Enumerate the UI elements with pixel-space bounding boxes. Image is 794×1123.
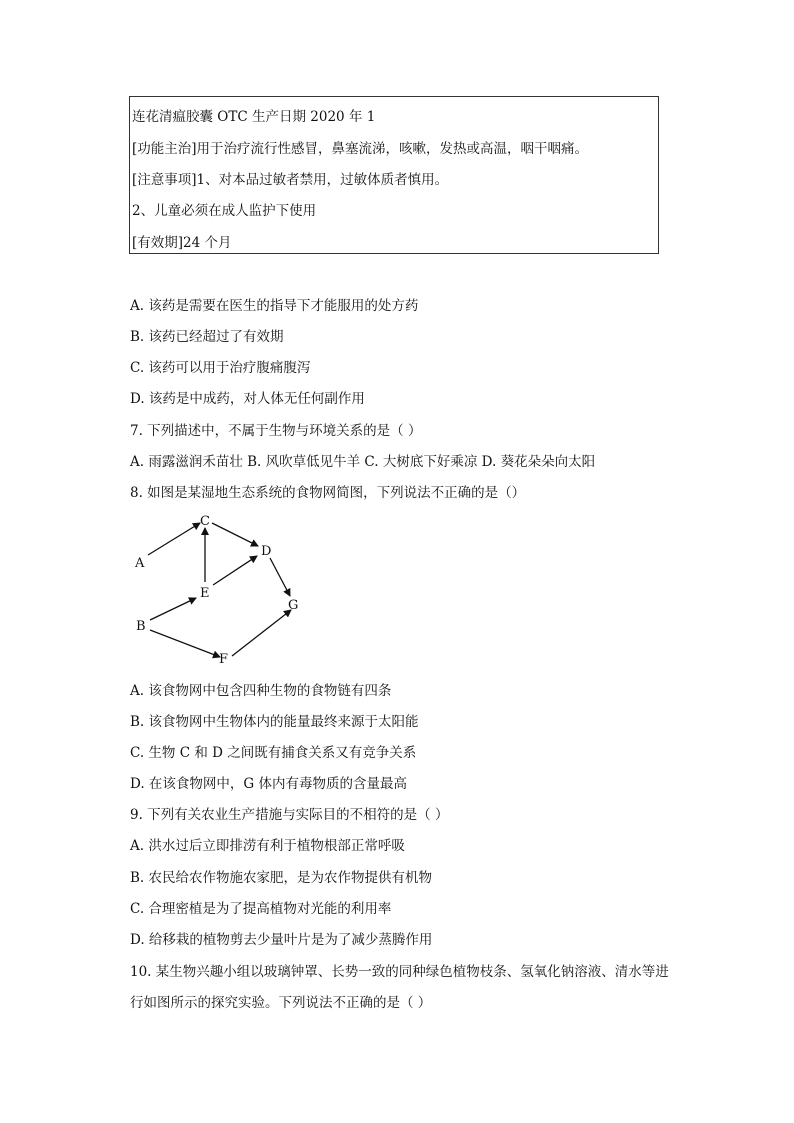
q9-stem: 9. 下列有关农业生产措施与实际目的不相符的是（ ） xyxy=(130,807,449,823)
q8-option-d: D. 在该食物网中，G 体内有毒物质的含量最高 xyxy=(130,776,407,792)
q6-option-a: A. 该药是需要在医生的指导下才能服用的处方药 xyxy=(130,298,419,314)
node-b: B xyxy=(136,619,146,634)
q8-option-b: B. 该食物网中生物体内的能量最终来源于太阳能 xyxy=(130,714,419,730)
label-line-children: 2、儿童必须在成人监护下使用 xyxy=(132,203,317,219)
q6-option-d: D. 该药是中成药，对人体无任何副作用 xyxy=(130,391,365,407)
q10-stem-line2: 行如图所示的探究实验。下列说法不正确的是（ ） xyxy=(130,995,432,1011)
q8-option-c: C. 生物 C 和 D 之间既有捕食关系又有竞争关系 xyxy=(130,745,417,761)
node-f: F xyxy=(219,652,229,667)
arrow-a-to-c xyxy=(148,523,200,555)
q10-stem-line1: 10. 某生物兴趣小组以玻璃钟罩、长势一致的同种绿色植物枝条、氢氧化钠溶液、清水等进 xyxy=(130,964,669,980)
label-line-validity: [有效期]24 个月 xyxy=(132,235,232,251)
arrow-f-to-g xyxy=(232,610,291,656)
arrow-e-to-d xyxy=(213,556,257,585)
node-e: E xyxy=(200,586,210,601)
node-d: D xyxy=(261,544,272,559)
q9-option-b: B. 农民给农作物施农家肥，是为农作物提供有机物 xyxy=(130,870,433,886)
q9-option-d: D. 给移栽的植物剪去少量叶片是为了减少蒸腾作用 xyxy=(130,932,433,948)
q7-stem: 7. 下列描述中，不属于生物与环境关系的是（ ） xyxy=(130,423,422,439)
node-a: A xyxy=(135,556,145,571)
label-line-name: 连花清瘟胶囊 OTC 生产日期 2020 年 1 xyxy=(132,109,376,125)
q6-option-b: B. 该药已经超过了有效期 xyxy=(130,329,284,345)
arrow-d-to-g xyxy=(270,558,290,596)
arrow-c-to-d xyxy=(212,523,258,546)
q8-option-a: A. 该食物网中包含四种生物的食物链有四条 xyxy=(130,683,392,699)
arrow-b-to-e xyxy=(150,598,196,620)
q9-option-c: C. 合理密植是为了提高植物对光能的利用率 xyxy=(130,901,392,917)
label-line-function: [功能主治]用于治疗流行性感冒，鼻塞流涕，咳嗽，发热或高温，咽干咽痛。 xyxy=(132,141,589,157)
q8-stem: 8. 如图是某湿地生态系统的食物网简图，下列说法不正确的是（） xyxy=(130,485,526,501)
label-line-precautions: [注意事项]1、对本品过敏者禁用，过敏体质者慎用。 xyxy=(132,172,449,188)
node-g: G xyxy=(288,598,299,613)
food-web-diagram xyxy=(128,508,328,673)
arrow-b-to-f xyxy=(150,630,220,657)
q7-options: A. 雨露滋润禾苗壮 B. 风吹草低见牛羊 C. 大树底下好乘凉 D. 葵花朵朵向太阳 xyxy=(130,454,596,470)
q6-option-c: C. 该药可以用于治疗腹痛腹泻 xyxy=(130,360,311,376)
node-c: C xyxy=(200,514,210,529)
drug-label-box xyxy=(129,96,659,254)
q9-option-a: A. 洪水过后立即排涝有利于植物根部正常呼吸 xyxy=(130,838,405,854)
